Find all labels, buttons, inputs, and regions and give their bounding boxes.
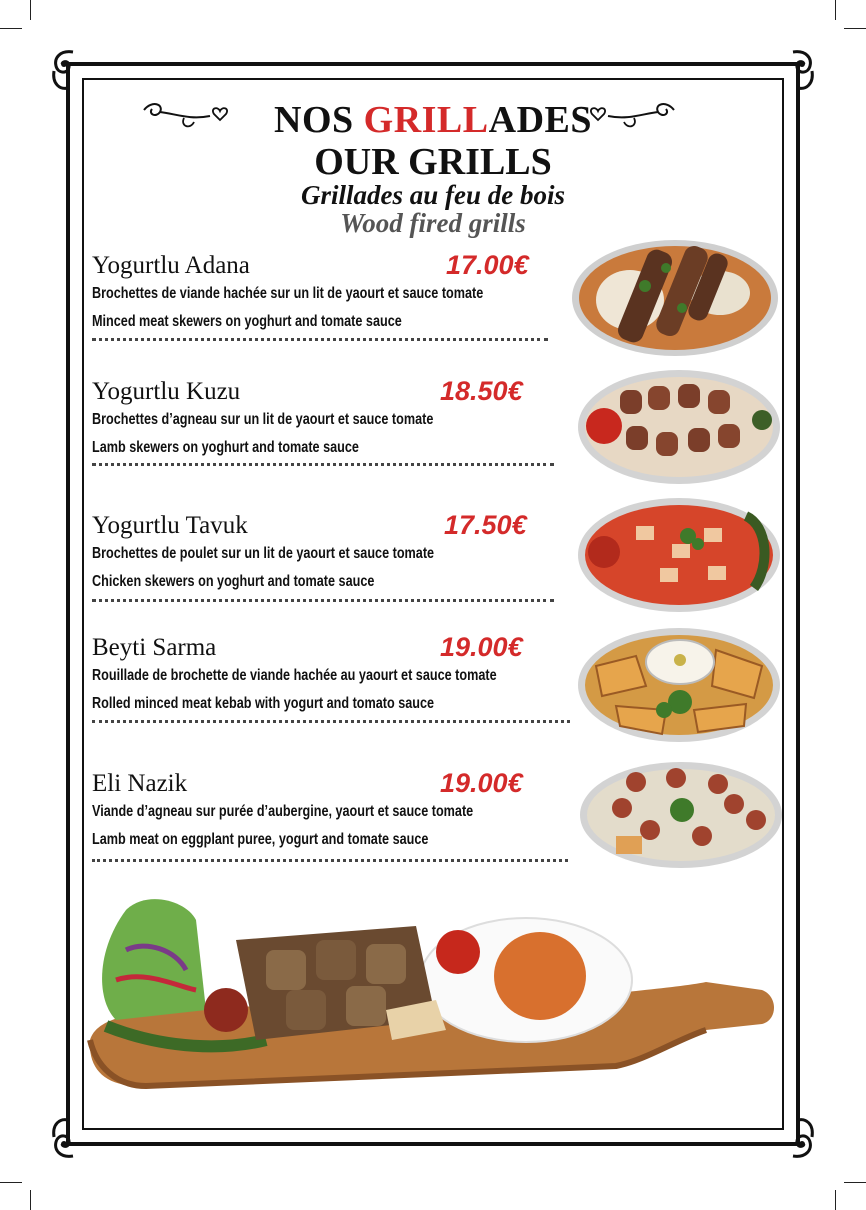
page-title-fr bbox=[0, 98, 866, 142]
corner-scroll-icon bbox=[766, 1110, 820, 1164]
dish-price: 17.50€ bbox=[444, 510, 527, 540]
dish-desc-fr: Brochettes de viande hachée sur un lit de yaourt et sauce tomate bbox=[92, 285, 484, 302]
crop-mark bbox=[844, 28, 866, 29]
dish-desc-en: Lamb meat on eggplant puree, yogurt and tomate sauce bbox=[92, 831, 429, 848]
dish-photo-eli-nazik bbox=[578, 760, 784, 870]
dish-name: Beyti Sarma bbox=[92, 634, 217, 661]
crop-mark bbox=[0, 1182, 22, 1183]
dish-desc-en: Chicken skewers on yoghurt and tomate sauce bbox=[92, 573, 375, 590]
subtitle-fr: Grillades au feu de bois bbox=[300, 180, 565, 210]
dish-photo-adana bbox=[570, 238, 780, 358]
crop-mark bbox=[835, 1190, 836, 1210]
crop-mark bbox=[835, 0, 836, 20]
dish-name: Yogurtlu Adana bbox=[92, 252, 250, 279]
dish-price: 17.00€ bbox=[446, 250, 529, 280]
dish-photo-beyti bbox=[576, 626, 782, 744]
dish-desc-fr: Viande d’agneau sur purée d’aubergine, yaourt et sauce tomate bbox=[92, 803, 474, 820]
title-fr-part2: ADES bbox=[488, 99, 592, 141]
dish-price: 19.00€ bbox=[440, 768, 523, 798]
crop-mark bbox=[30, 0, 31, 20]
crop-mark bbox=[0, 28, 22, 29]
title-fr-accent: GRILL bbox=[363, 99, 489, 141]
dish-desc-en: Minced meat skewers on yoghurt and tomate sauce bbox=[92, 313, 402, 330]
crop-mark bbox=[30, 1190, 31, 1210]
dish-price: 18.50€ bbox=[440, 376, 523, 406]
dotted-divider bbox=[92, 859, 568, 862]
dish-photo-kuzu bbox=[576, 368, 782, 486]
page-title-en: OUR GRILLS bbox=[314, 141, 552, 183]
dish-desc-fr: Brochettes d’agneau sur un lit de yaourt et sauce tomate bbox=[92, 411, 434, 428]
dish-name: Yogurtlu Tavuk bbox=[92, 512, 248, 539]
dish-name: Eli Nazik bbox=[92, 770, 188, 797]
dish-desc-fr: Rouillade de brochette de viande hachée au yaourt et sauce tomate bbox=[92, 667, 497, 684]
corner-scroll-icon bbox=[46, 1110, 100, 1164]
corner-scroll-icon bbox=[766, 44, 820, 98]
dish-desc-fr: Brochettes de poulet sur un lit de yaourt et sauce tomate bbox=[92, 545, 435, 562]
dish-desc-en: Lamb skewers on yoghurt and tomate sauce bbox=[92, 439, 359, 456]
dish-desc-en: Rolled minced meat kebab with yogurt and tomato sauce bbox=[92, 695, 435, 712]
title-fr-part1: NOS bbox=[274, 99, 364, 141]
dish-price: 19.00€ bbox=[440, 632, 523, 662]
dish-name: Yogurtlu Kuzu bbox=[92, 378, 241, 405]
dotted-divider bbox=[92, 463, 554, 466]
grill-platter-photo bbox=[86, 890, 780, 1100]
subtitle-en: Wood fired grills bbox=[340, 208, 526, 238]
corner-scroll-icon bbox=[46, 44, 100, 98]
dotted-divider bbox=[92, 720, 570, 723]
dotted-divider bbox=[92, 599, 554, 602]
crop-mark bbox=[844, 1182, 866, 1183]
dish-photo-tavuk bbox=[576, 496, 782, 614]
dotted-divider bbox=[92, 338, 548, 341]
